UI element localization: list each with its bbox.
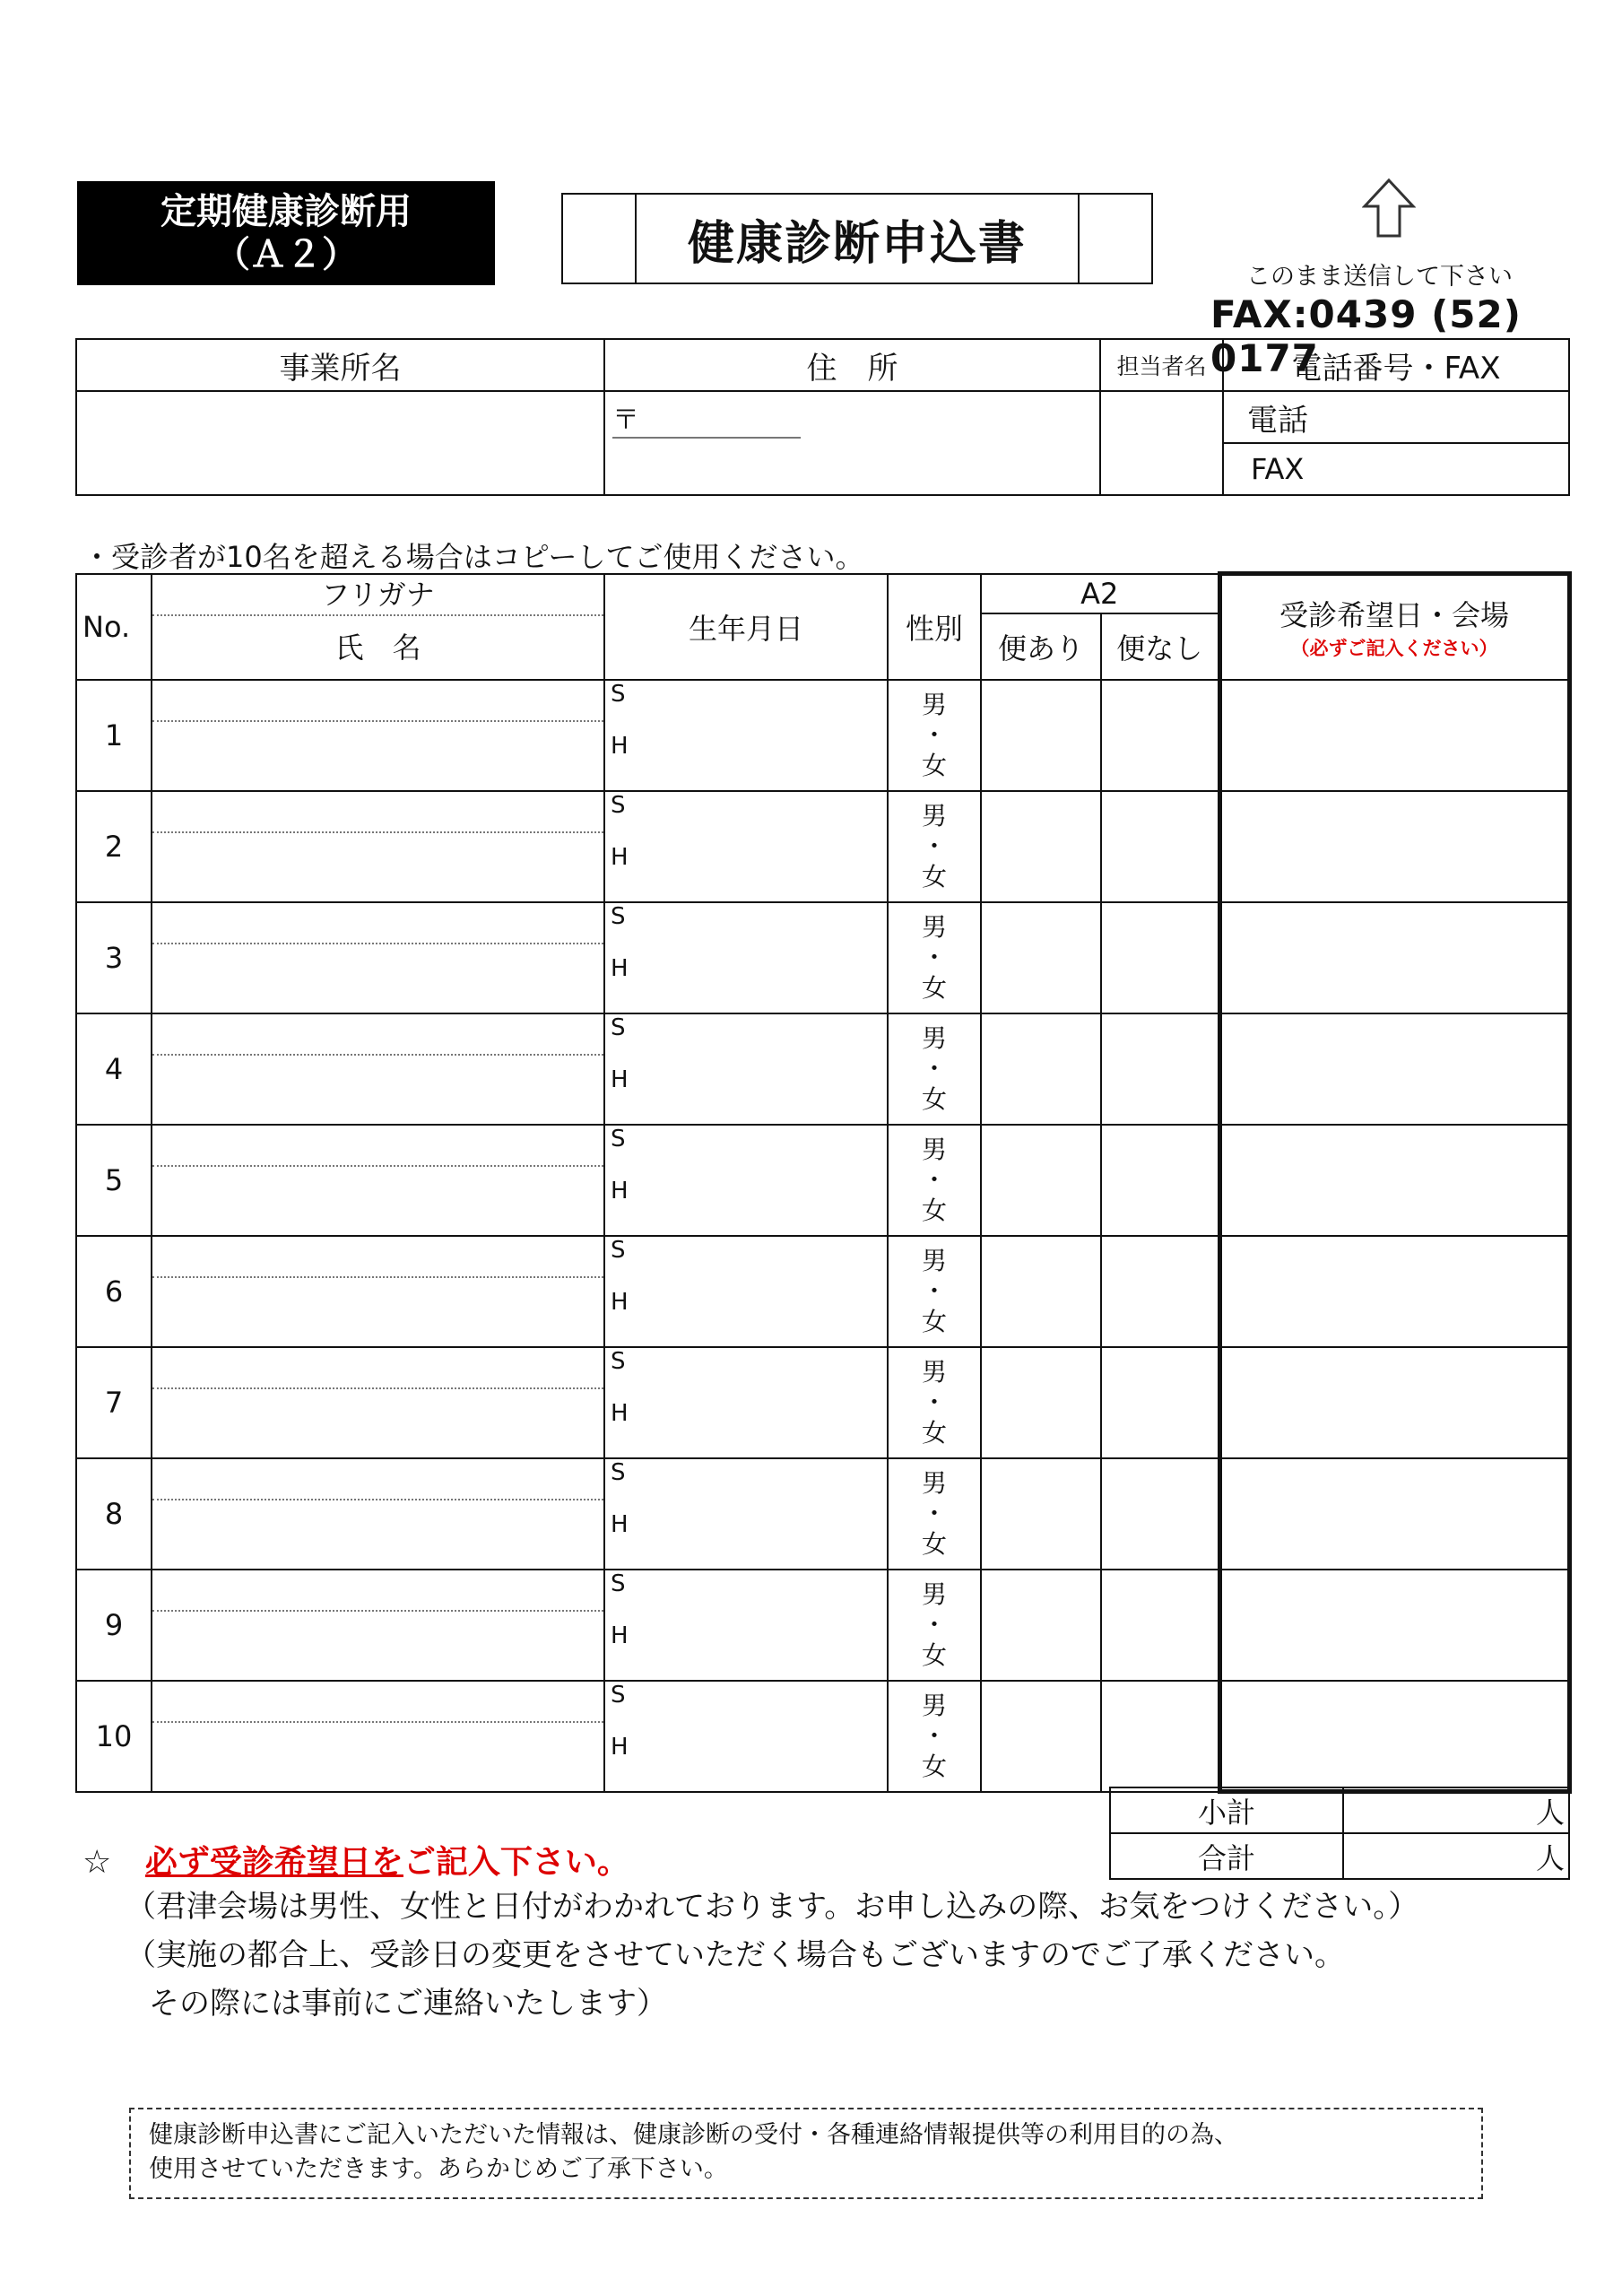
era-showa: S <box>611 1125 626 1152</box>
name-field[interactable] <box>152 1499 603 1569</box>
badge-line1: 定期健康診断用 <box>160 191 412 232</box>
venue-date-field[interactable] <box>1219 1681 1569 1792</box>
privacy-notice <box>129 2108 1483 2199</box>
required-note-rest: ご記入下さい。 <box>403 1844 629 1881</box>
era-showa: S <box>611 1681 626 1709</box>
title-box <box>561 193 1153 284</box>
without-stool-field[interactable] <box>1101 902 1219 1013</box>
furigana-field[interactable] <box>152 1348 603 1387</box>
with-stool-header: 便あり <box>981 613 1101 680</box>
phone-fax-header: 電話番号・FAX <box>1223 339 1569 391</box>
furigana-field[interactable] <box>152 1126 603 1165</box>
birthdate-header: 生年月日 <box>604 574 888 680</box>
sex-separator: ・ <box>921 1275 947 1306</box>
without-stool-field[interactable] <box>1101 1570 1219 1681</box>
without-stool-field[interactable] <box>1101 1681 1219 1792</box>
postal-mark: 〒 <box>612 397 801 439</box>
era-heisei: H <box>611 1399 629 1427</box>
sex-field[interactable] <box>888 1681 981 1792</box>
privacy-line1: 健康診断申込書にご記入いただいた情報は、健康診断の受付・各種連絡情報提供等の利用目的の為、 <box>149 2121 1238 2149</box>
female-option[interactable]: 女 <box>921 1639 947 1670</box>
without-stool-field[interactable] <box>1101 1013 1219 1125</box>
row-number: 10 <box>76 1681 152 1792</box>
venue-note: （必ずご記入ください） <box>1290 638 1498 660</box>
venue-date-field[interactable] <box>1219 1570 1569 1681</box>
venue-date-field[interactable] <box>1219 791 1569 902</box>
table-row <box>76 1570 1569 1681</box>
venue-sex-note: （君津会場は男性、女性と日付がわかれております。お申し込みの際、お気をつけください。） <box>126 1889 1419 1925</box>
a2-header: A2 <box>981 574 1219 613</box>
era-showa: S <box>611 1570 626 1597</box>
male-option[interactable]: 男 <box>921 911 947 942</box>
birthdate-field[interactable] <box>604 1458 888 1570</box>
table-row <box>76 1236 1569 1347</box>
venue-date-field[interactable] <box>1219 1236 1569 1347</box>
row-number: 5 <box>76 1125 152 1236</box>
form-type-badge <box>77 181 495 285</box>
with-stool-field[interactable] <box>981 1125 1101 1236</box>
birthdate-field[interactable] <box>604 1125 888 1236</box>
phone-field[interactable] <box>1223 391 1569 443</box>
male-option[interactable]: 男 <box>921 1245 947 1275</box>
send-note: このまま送信して下さい <box>1246 263 1513 291</box>
name-field[interactable] <box>152 720 603 790</box>
era-heisei: H <box>611 1177 629 1205</box>
venue-date-field[interactable] <box>1219 1347 1569 1458</box>
venue-date-field[interactable] <box>1219 1125 1569 1236</box>
venue-date-field[interactable] <box>1219 1458 1569 1570</box>
name-field[interactable] <box>152 1610 603 1680</box>
name-field[interactable] <box>152 1165 603 1235</box>
name-cell[interactable] <box>152 1236 604 1347</box>
fax-field[interactable] <box>1223 443 1569 495</box>
with-stool-field[interactable] <box>981 791 1101 902</box>
fax-label: FAX <box>1251 452 1305 486</box>
furigana-field[interactable] <box>152 903 603 943</box>
era-showa: S <box>611 791 626 819</box>
venue-header-cell <box>1219 574 1569 680</box>
without-stool-field[interactable] <box>1101 1125 1219 1236</box>
table-row <box>76 1013 1569 1125</box>
contact-person-header: 担当者名 <box>1100 339 1223 391</box>
row-number: 9 <box>76 1570 152 1681</box>
name-field[interactable] <box>152 1276 603 1346</box>
era-showa: S <box>611 1013 626 1041</box>
era-heisei: H <box>611 1065 629 1093</box>
era-showa: S <box>611 1347 626 1375</box>
row-number: 8 <box>76 1458 152 1570</box>
totals-table <box>1109 1787 1570 1880</box>
copy-note: ・受診者が10名を超える場合はコピーしてご使用ください。 <box>82 540 864 574</box>
furigana-header: フリガナ <box>321 577 435 612</box>
row-number: 1 <box>76 680 152 791</box>
name-cell[interactable] <box>152 1125 604 1236</box>
sex-field[interactable] <box>888 902 981 1013</box>
birthdate-field[interactable] <box>604 1347 888 1458</box>
roster-table <box>75 571 1572 1794</box>
table-row <box>76 1347 1569 1458</box>
sex-separator: ・ <box>921 719 947 750</box>
table-row <box>76 1458 1569 1570</box>
name-header-cell <box>152 574 604 680</box>
furigana-field[interactable] <box>152 1459 603 1499</box>
name-cell[interactable] <box>152 1458 604 1570</box>
birthdate-field[interactable] <box>604 1570 888 1681</box>
name-field[interactable] <box>152 831 603 901</box>
era-heisei: H <box>611 843 629 871</box>
sex-separator: ・ <box>921 831 947 861</box>
subtotal-field[interactable] <box>1343 1787 1569 1833</box>
name-field[interactable] <box>152 1387 603 1457</box>
table-row <box>76 791 1569 902</box>
name-cell[interactable] <box>152 1013 604 1125</box>
page-title: 健康診断申込書 <box>635 195 1080 283</box>
date-change-note: （実施の都合上、受診日の変更をさせていただく場合もございますのでご了承ください。 <box>126 1937 1345 1973</box>
sex-field[interactable] <box>888 1458 981 1570</box>
sex-field[interactable] <box>888 1013 981 1125</box>
era-heisei: H <box>611 1622 629 1649</box>
row-number: 3 <box>76 902 152 1013</box>
phone-label: 電話 <box>1247 402 1308 439</box>
total-label: 合計 <box>1110 1833 1343 1879</box>
female-option[interactable]: 女 <box>921 1528 947 1559</box>
sex-header: 性別 <box>888 574 981 680</box>
no-header: No. <box>76 574 152 680</box>
row-number: 2 <box>76 791 152 902</box>
sex-separator: ・ <box>921 1053 947 1083</box>
name-header: 氏 名 <box>152 614 603 679</box>
subtotal-unit: 人 <box>1535 1795 1565 1830</box>
birthdate-field[interactable] <box>604 1013 888 1125</box>
female-option[interactable]: 女 <box>921 861 947 891</box>
with-stool-field[interactable] <box>981 1347 1101 1458</box>
sex-separator: ・ <box>921 1609 947 1639</box>
row-number: 6 <box>76 1236 152 1347</box>
sex-separator: ・ <box>921 1720 947 1751</box>
table-row <box>76 680 1569 791</box>
without-stool-field[interactable] <box>1101 1458 1219 1570</box>
era-heisei: H <box>611 1510 629 1538</box>
with-stool-field[interactable] <box>981 680 1101 791</box>
address-field[interactable] <box>604 391 1100 495</box>
era-heisei: H <box>611 732 629 760</box>
with-stool-field[interactable] <box>981 1681 1101 1792</box>
name-cell[interactable] <box>152 1681 604 1792</box>
table-row <box>76 902 1569 1013</box>
name-cell[interactable] <box>152 791 604 902</box>
era-showa: S <box>611 1458 626 1486</box>
name-cell[interactable] <box>152 1570 604 1681</box>
era-showa: S <box>611 1236 626 1264</box>
with-stool-field[interactable] <box>981 1458 1101 1570</box>
total-field[interactable] <box>1343 1833 1569 1879</box>
office-name-header: 事業所名 <box>76 339 604 391</box>
female-option[interactable]: 女 <box>921 1195 947 1225</box>
up-arrow-icon <box>1362 178 1416 239</box>
without-stool-field[interactable] <box>1101 1347 1219 1458</box>
sex-separator: ・ <box>921 942 947 972</box>
address-header: 住 所 <box>604 339 1100 391</box>
era-heisei: H <box>611 1733 629 1761</box>
without-stool-header: 便なし <box>1101 613 1219 680</box>
female-option[interactable]: 女 <box>921 1417 947 1448</box>
sex-field[interactable] <box>888 1570 981 1681</box>
female-option[interactable]: 女 <box>921 972 947 1003</box>
sex-field[interactable] <box>888 1125 981 1236</box>
sex-separator: ・ <box>921 1498 947 1528</box>
contact-note: その際には事前にご連絡いたします） <box>149 1986 667 2022</box>
fax-number: FAX:0439 (52) 0177 <box>1210 292 1522 380</box>
contact-person-field[interactable] <box>1100 391 1223 495</box>
male-option[interactable]: 男 <box>921 1134 947 1164</box>
without-stool-field[interactable] <box>1101 680 1219 791</box>
furigana-field[interactable] <box>152 1237 603 1276</box>
table-row <box>76 1125 1569 1236</box>
venue-header: 受診希望日・会場 <box>1279 598 1509 633</box>
sex-field[interactable] <box>888 1236 981 1347</box>
subtotal-label: 小計 <box>1110 1787 1343 1833</box>
badge-line2: （Ａ２） <box>214 234 358 275</box>
venue-date-field[interactable] <box>1219 902 1569 1013</box>
birthdate-field[interactable] <box>604 791 888 902</box>
female-option[interactable]: 女 <box>921 1751 947 1781</box>
row-number: 4 <box>76 1013 152 1125</box>
with-stool-field[interactable] <box>981 902 1101 1013</box>
era-heisei: H <box>611 954 629 982</box>
male-option[interactable]: 男 <box>921 1022 947 1053</box>
male-option[interactable]: 男 <box>921 800 947 831</box>
birthdate-field[interactable] <box>604 680 888 791</box>
sex-field[interactable] <box>888 680 981 791</box>
venue-date-field[interactable] <box>1219 1013 1569 1125</box>
name-cell[interactable] <box>152 902 604 1013</box>
furigana-field[interactable] <box>152 1570 603 1610</box>
furigana-field[interactable] <box>152 681 603 720</box>
male-option[interactable]: 男 <box>921 1467 947 1498</box>
privacy-line2: 使用させていただきます。あらかじめご了承下さい。 <box>149 2155 728 2183</box>
with-stool-field[interactable] <box>981 1236 1101 1347</box>
female-option[interactable]: 女 <box>921 1083 947 1114</box>
row-number: 7 <box>76 1347 152 1458</box>
name-field[interactable] <box>152 943 603 1013</box>
sex-field[interactable] <box>888 791 981 902</box>
male-option[interactable]: 男 <box>921 1690 947 1720</box>
male-option[interactable]: 男 <box>921 1578 947 1609</box>
furigana-field[interactable] <box>152 1682 603 1721</box>
office-info-table <box>75 338 1570 496</box>
furigana-field[interactable] <box>152 792 603 831</box>
name-field[interactable] <box>152 1721 603 1791</box>
female-option[interactable]: 女 <box>921 1306 947 1336</box>
birthdate-field[interactable] <box>604 1681 888 1792</box>
venue-date-field[interactable] <box>1219 680 1569 791</box>
birthdate-field[interactable] <box>604 1236 888 1347</box>
birthdate-field[interactable] <box>604 902 888 1013</box>
era-showa: S <box>611 680 626 708</box>
sex-field[interactable] <box>888 1347 981 1458</box>
era-showa: S <box>611 902 626 930</box>
with-stool-field[interactable] <box>981 1570 1101 1681</box>
total-unit: 人 <box>1535 1840 1565 1875</box>
without-stool-field[interactable] <box>1101 1236 1219 1347</box>
sex-separator: ・ <box>921 1164 947 1195</box>
name-cell[interactable] <box>152 1347 604 1458</box>
office-name-field[interactable] <box>76 391 604 495</box>
female-option[interactable]: 女 <box>921 750 947 780</box>
name-cell[interactable] <box>152 680 604 791</box>
with-stool-field[interactable] <box>981 1013 1101 1125</box>
sex-separator: ・ <box>921 1387 947 1417</box>
table-row <box>76 1681 1569 1792</box>
name-field[interactable] <box>152 1054 603 1124</box>
era-heisei: H <box>611 1288 629 1316</box>
furigana-field[interactable] <box>152 1014 603 1054</box>
without-stool-field[interactable] <box>1101 791 1219 902</box>
male-option[interactable]: 男 <box>921 689 947 719</box>
required-note <box>82 1837 629 1883</box>
required-note-red: 必ず受診希望日を <box>144 1844 403 1881</box>
male-option[interactable]: 男 <box>921 1356 947 1387</box>
star-icon: ☆ <box>82 1844 112 1881</box>
